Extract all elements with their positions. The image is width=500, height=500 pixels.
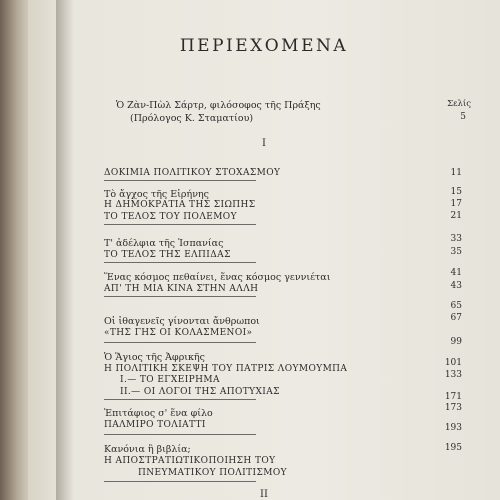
divider <box>104 342 256 343</box>
toc-entry-text: Τὸ ἄγχος τῆς Εἰρήνης <box>104 189 209 200</box>
section-numeral-1: Ι <box>262 138 266 149</box>
toc-entry-page: 193 <box>444 423 462 433</box>
gutter-shadow <box>56 0 74 500</box>
page-column-header: Σελίς <box>447 99 471 109</box>
toc-entry-text: ΠΝΕΥΜΑΤΙΚΟΥ ΠΟΛΙΤΙΣΜΟΥ <box>138 468 287 478</box>
toc-entry-text: ΤΟ ΤΕΛΟΣ ΤΗΣ ΕΛΠΙΔΑΣ <box>104 250 231 260</box>
toc-entry-text: Ἐπιτάφιος σ' ἕνα φίλο <box>104 408 213 419</box>
toc-entry-page: 43 <box>450 281 462 291</box>
toc-entry-page: 133 <box>444 370 462 380</box>
toc-entry-text: ΠΑΛΜΙΡΟ ΤΟΛΙΑΤΤΙ <box>104 420 206 430</box>
divider <box>104 481 256 482</box>
toc-entry-page: 195 <box>444 443 462 453</box>
book-page <box>28 0 500 500</box>
toc-entry-text: Κανόνια ἢ βιβλία; <box>104 444 191 455</box>
intro-line-1: Ὁ Ζὰν-Πὼλ Σάρτρ, φιλόσοφος τῆς Πράξης <box>116 100 321 111</box>
toc-entry-page: 173 <box>444 403 462 413</box>
intro-page-number: 5 <box>460 112 466 122</box>
toc-entry-text: Η ΑΠΟΣΤΡΑΤΙΩΤΙΚΟΠΟΙΗΣΗ ΤΟΥ <box>104 456 276 466</box>
toc-entry-text: Η ΠΟΛΙΤΙΚΗ ΣΚΕΨΗ ΤΟΥ ΠΑΤΡΙΣ ΛΟΥΜΟΥΜΠΑ <box>104 364 348 374</box>
page-title: ΠΕΡΙΕΧΟΜΕΝΑ <box>179 36 349 56</box>
divider <box>104 180 256 181</box>
divider <box>104 224 256 225</box>
divider <box>104 434 256 435</box>
toc-entry-page: 171 <box>444 392 462 402</box>
toc-entry-text: ΑΠ' ΤΗ ΜΙΑ ΚΙΝΑ ΣΤΗΝ ΑΛΛΗ <box>104 284 259 294</box>
toc-entry-text: ΙΙ.— ΟΙ ΛΟΓΟΙ ΤΗΣ ΑΠΟΤΥΧΙΑΣ <box>120 387 280 397</box>
toc-entry-page: 15 <box>450 187 462 197</box>
toc-entry-page: 35 <box>450 247 462 257</box>
toc-entry-page: 17 <box>450 199 462 209</box>
toc-entry-page: 11 <box>450 168 462 178</box>
toc-entry-page: 99 <box>450 337 462 347</box>
toc-entry-text: ΔΟΚΙΜΙΑ ΠΟΛΙΤΙΚΟΥ ΣΤΟΧΑΣΜΟΥ <box>104 168 281 178</box>
section-numeral-2: ΙΙ <box>260 489 268 500</box>
toc-entry-text: Τ' ἀδέλφια τῆς Ἱσπανίας <box>104 238 224 249</box>
toc-entry-page: 67 <box>450 313 462 323</box>
toc-entry-page: 101 <box>444 358 462 368</box>
toc-entry-page: 65 <box>450 301 462 311</box>
divider <box>104 399 256 400</box>
toc-entry-page: 33 <box>450 234 462 244</box>
toc-entry-text: Ἕνας κόσμος πεθαίνει, ἕνας κόσμος γεννιέται <box>104 272 331 283</box>
toc-entry-text: Ι.— ΤΟ ΕΓΧΕΙΡΗΜΑ <box>120 375 220 385</box>
divider <box>104 262 256 263</box>
toc-entry-text: Οἱ ἰθαγενεῖς γίνονται ἄνθρωποι <box>104 316 260 327</box>
toc-entry-text: Η ΔΗΜΟΚΡΑΤΙΑ ΤΗΣ ΣΙΩΠΗΣ <box>104 200 256 210</box>
left-page-edge <box>0 0 28 500</box>
toc-entry-text: ΤΟ ΤΕΛΟΣ ΤΟΥ ΠΟΛΕΜΟΥ <box>104 212 237 222</box>
intro-line-2: (Πρόλογος Κ. Σταματίου) <box>130 113 254 124</box>
toc-entry-page: 41 <box>450 268 462 278</box>
divider <box>104 296 256 297</box>
toc-entry-page: 21 <box>450 211 462 221</box>
toc-entry-text: Ὁ Ἅγιος τῆς Ἀφρικῆς <box>104 352 205 363</box>
toc-entry-text: «ΤΗΣ ΓΗΣ ΟΙ ΚΟΛΑΣΜΕΝΟΙ» <box>104 328 253 338</box>
